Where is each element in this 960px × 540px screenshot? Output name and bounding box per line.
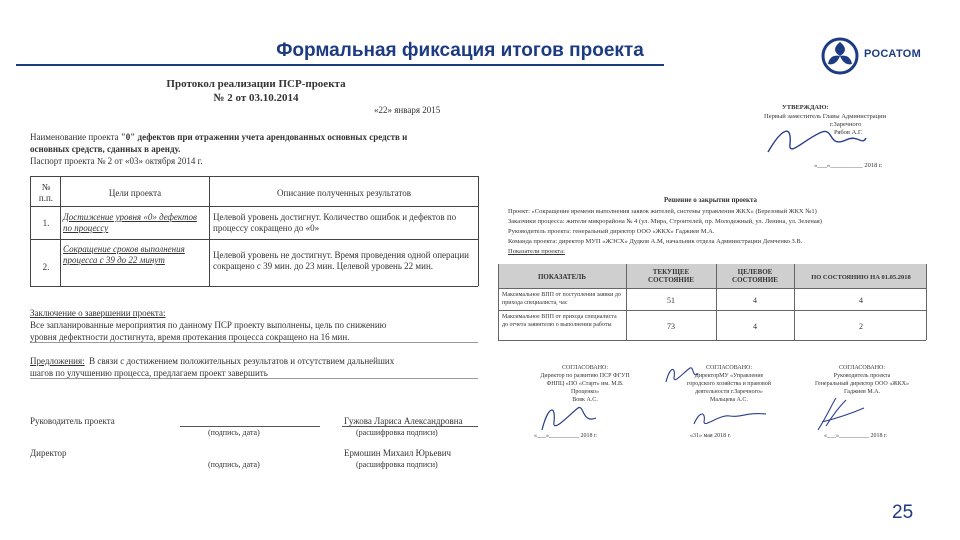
table-row-2-result: Целевой уровень не достигнут. Время проведения одной операции сокращено с 39 мин. до 23 мин. Целевой уровень 22 мин. bbox=[213, 250, 469, 271]
indicator-row-1-name: Максимальное ВПП от поступления заявки до прихода специалиста, час bbox=[502, 292, 621, 306]
agreed-1-line-3: Проценко» bbox=[570, 389, 600, 395]
approve-line-3: Рябов А.Г. bbox=[834, 129, 863, 136]
approve-line-1: Первый заместитель Главы Администрации bbox=[764, 113, 887, 120]
agreed-1-signature bbox=[534, 400, 604, 436]
table-row-1-goal: Достижение уровня «0» дефектов по процессу bbox=[63, 212, 197, 233]
proposal-line-2: шагов по улучшению процесса, предлагаем проект завершить bbox=[30, 368, 268, 378]
agreed-block-3 bbox=[800, 364, 924, 396]
approve-title: УТВЕРЖДАЮ: bbox=[782, 104, 829, 111]
indicators-header-actual: ПО СОСТОЯНИЮ НА 01.05.2018 bbox=[811, 274, 911, 281]
indicator-row-1-current: 51 bbox=[667, 296, 675, 305]
proposal-line-1: В связи с достижением положительных результатов и отсутствием дальнейших bbox=[89, 356, 395, 366]
agreed-2-line-4: Мальцева А.С. bbox=[710, 397, 748, 403]
signer-1-decode-caption: (расшифровка подписи) bbox=[356, 428, 438, 437]
agreed-2-line-3: деятельности г.Заречного» bbox=[695, 389, 763, 395]
slide-title: Формальная фиксация итогов проекта bbox=[276, 40, 644, 61]
conclusion-label: Заключение о завершении проекта: bbox=[30, 308, 166, 318]
project-passport: Паспорт проекта № 2 от «03» октября 2014 г. bbox=[30, 156, 203, 166]
indicator-row-2-current: 73 bbox=[667, 322, 675, 331]
decision-document bbox=[494, 96, 930, 448]
agreed-3-signature bbox=[812, 394, 872, 434]
table-row-1-num: 1. bbox=[42, 218, 50, 228]
approve-signature bbox=[762, 118, 872, 164]
leader-line: Руководитель проекта: генеральный директор ООО «ЖКХ» Гаджиев М.А. bbox=[508, 228, 715, 235]
protocol-date: «22» января 2015 bbox=[374, 105, 441, 115]
agreed-2-signature bbox=[690, 406, 770, 432]
proposal-label: Предложения: bbox=[30, 356, 85, 366]
indicators-header-current: ТЕКУЩЕЕ СОСТОЯНИЕ bbox=[648, 268, 694, 284]
indicator-row-1-target: 4 bbox=[753, 296, 757, 305]
rosatom-logo-icon bbox=[820, 36, 860, 76]
signer-1-name: Гужова Лариса Александровна bbox=[344, 416, 463, 426]
table-header-num: № п.п. bbox=[38, 182, 54, 203]
indicator-row-2-name: Максимальное ВПП от прихода специалиста до отчета заявителю о выполнении работы bbox=[502, 314, 617, 328]
agreed-1-date: «___»__________ 2018 г. bbox=[534, 433, 598, 439]
conclusion-line-1: Все запланированные мероприятия по данному ПСР проекту выполнены, цель по снижению bbox=[30, 320, 387, 330]
team-line: Команда проекта: директор МУП «ЖЭСХ» Дудков А.М, начальник отдела Администрации Демченко З.В. bbox=[508, 238, 803, 245]
project-name: "0" дефектов при отражении учета арендованных основных средств и bbox=[120, 132, 408, 142]
agreed-3-line-2: Генеральный директор ООО «ЖКХ» bbox=[815, 381, 909, 387]
indicators-header-target: ЦЕЛЕВОЕ СОСТОЯНИЕ bbox=[732, 268, 778, 284]
indicators-label: Показатели проекта: bbox=[508, 248, 565, 255]
rosatom-logo bbox=[820, 36, 945, 76]
protocol-number: № 2 от 03.10.2014 bbox=[213, 92, 299, 104]
indicators-header-name: ПОКАЗАТЕЛЬ bbox=[537, 273, 587, 281]
signer-1-sig-caption: (подпись, дата) bbox=[208, 428, 260, 437]
approve-date: «___»__________ 2018 г. bbox=[814, 162, 883, 169]
agreed-1-line-1: Директор по развитию ПСР ФГУП bbox=[540, 373, 630, 379]
table-header-goal: Цели проекта bbox=[108, 188, 162, 198]
project-name-label: Наименование проекта bbox=[30, 132, 119, 142]
signer-2-role: Директор bbox=[30, 448, 67, 458]
indicator-row-2-target: 4 bbox=[753, 322, 757, 331]
signer-1-role: Руководитель проекта bbox=[30, 416, 115, 426]
table-row-2-goal: Сокращение сроков выполнения процесса с 39 до 22 минут bbox=[63, 244, 185, 265]
indicator-row-2-actual: 2 bbox=[859, 322, 863, 331]
agreed-3-date: «___»__________ 2018 г. bbox=[824, 433, 888, 439]
agreed-block-1 bbox=[520, 364, 650, 404]
signer-2-decode-caption: (расшифровка подписи) bbox=[356, 460, 438, 469]
table-header-result: Описание полученных результатов bbox=[277, 188, 411, 198]
agreed-2-line-2: городского хозяйства и правовой bbox=[687, 381, 771, 387]
agreed-3-title: СОГЛАСОВАНО: bbox=[838, 365, 886, 371]
approve-line-2: г.Заречного bbox=[830, 121, 862, 128]
decision-title: Решение о закрытии проекта bbox=[664, 196, 758, 204]
agreed-3-line-3: Гаджиев М.А. bbox=[843, 389, 881, 395]
table-row-2-num: 2. bbox=[42, 262, 50, 272]
logo-text: РОСАТОМ bbox=[864, 48, 922, 60]
indicator-row-1-actual: 4 bbox=[859, 296, 863, 305]
protocol-title: Протокол реализации ПСР-проекта bbox=[166, 78, 346, 90]
protocol-document bbox=[26, 72, 486, 480]
page-number: 25 bbox=[892, 502, 914, 523]
agreed-2-line-1: ДиректорМУ «Управление bbox=[694, 373, 764, 379]
agreed-1-title: СОГЛАСОВАНО: bbox=[561, 365, 609, 371]
agreed-1-line-2: ФНПЦ «ПО «Старт» им. М.В. bbox=[546, 381, 624, 387]
title-divider bbox=[16, 64, 664, 66]
project-line: Проект: «Сокращение времени выполнения заявок жителей, системы управления ЖКХ» (Березовый ЖКХ №1) bbox=[508, 208, 817, 215]
agreed-2-title: СОГЛАСОВАНО: bbox=[705, 365, 753, 371]
agreed-1-line-4: Вовк А.С. bbox=[572, 397, 598, 403]
signer-2-name: Ермошин Михаил Юрьевич bbox=[344, 448, 452, 458]
agreed-3-line-1: Руководитель проекта bbox=[833, 373, 891, 379]
agreed-2-initials-signature bbox=[662, 362, 702, 388]
owner-line: Заказчики процесса: жители микрорайона № 4 (ул. Мира, Строителей, пр. Молодежный, ул. Ленина, ул. Зеленая) bbox=[508, 218, 822, 225]
project-name-cont: основных средств, сданных в аренду. bbox=[30, 144, 181, 154]
table-row-1-result: Целевой уровень достигнут. Количество ошибок и дефектов по процессу сокращено до «0» bbox=[213, 212, 457, 233]
agreed-2-date: «31» мая 2018 г. bbox=[690, 433, 731, 439]
signer-2-sig-caption: (подпись, дата) bbox=[208, 460, 260, 469]
conclusion-line-2: уровня дефектности достигнута, время протекания процесса сокращено на 16 мин. bbox=[30, 332, 350, 342]
